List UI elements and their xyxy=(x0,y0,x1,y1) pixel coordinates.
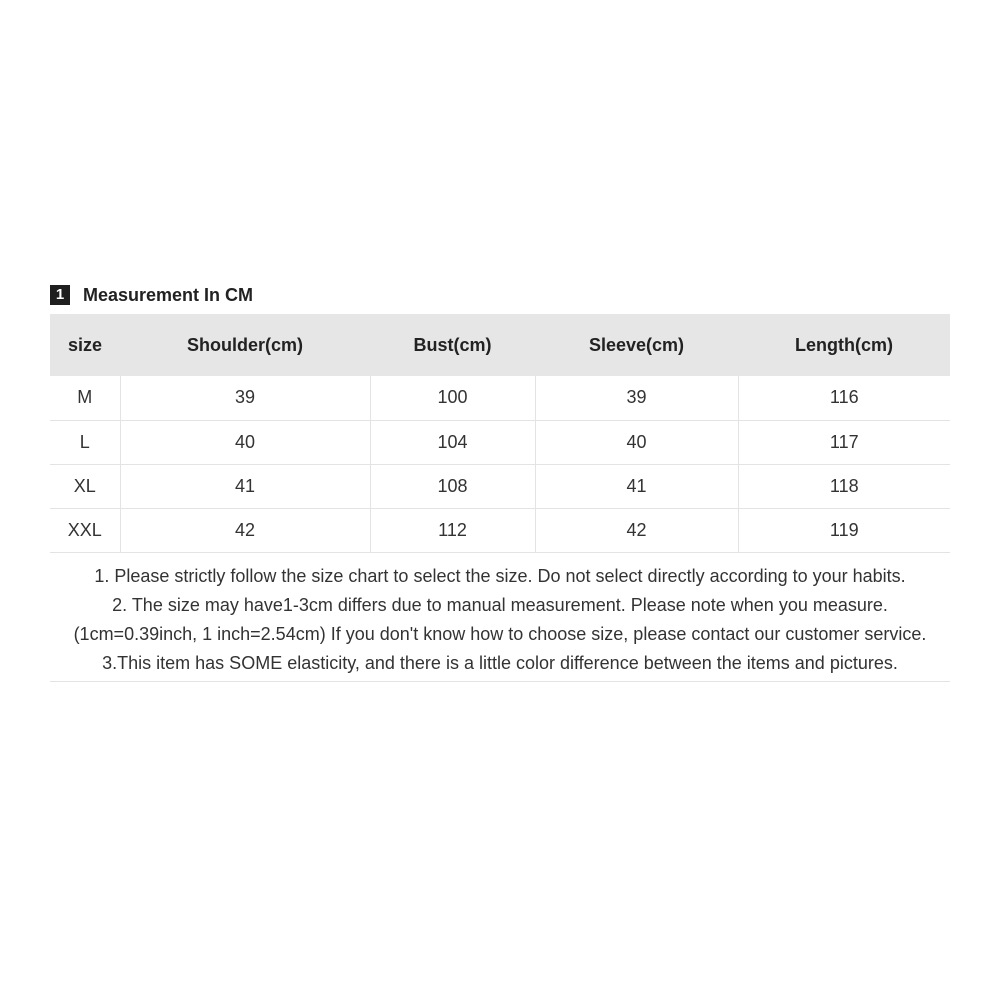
header-bust: Bust(cm) xyxy=(413,334,492,355)
cell-length: 119 xyxy=(738,508,950,552)
cell-shoulder: 41 xyxy=(120,464,370,508)
cell-length: 117 xyxy=(738,420,950,464)
size-chart-table xyxy=(50,314,950,553)
table-row xyxy=(50,464,950,508)
header-sleeve: Sleeve(cm) xyxy=(588,334,685,355)
cell-sleeve: 41 xyxy=(535,464,738,508)
note-2: 2. The size may have1-3cm differs due to manual measurement. Please note when you measure. xyxy=(112,594,888,615)
section-title: Measurement In CM xyxy=(83,284,254,305)
cell-bust: 112 xyxy=(370,508,535,552)
size-notes xyxy=(50,553,950,682)
note-conversion: (1cm=0.39inch, 1 inch=2.54cm) If you don't know how to choose size, please contact our customer service. xyxy=(73,623,927,644)
cell-bust: 104 xyxy=(370,420,535,464)
header-size: size xyxy=(67,334,103,355)
cell-size: M xyxy=(77,387,93,408)
section-heading xyxy=(50,283,950,307)
cell-length: 116 xyxy=(738,376,950,420)
cell-bust: 100 xyxy=(370,376,535,420)
table-row xyxy=(50,508,950,552)
cell-bust: 108 xyxy=(370,464,535,508)
cell-size: XL xyxy=(73,475,96,496)
cell-sleeve: 42 xyxy=(535,508,738,552)
table-header-row xyxy=(50,314,950,376)
table-row xyxy=(50,376,950,420)
cell-size: L xyxy=(79,431,90,452)
table-row xyxy=(50,420,950,464)
note-1: 1. Please strictly follow the size chart to select the size. Do not select directly according to your habits. xyxy=(94,565,906,586)
cell-size: XXL xyxy=(67,519,102,540)
header-length: Length(cm) xyxy=(795,334,893,355)
cell-length: 118 xyxy=(738,464,950,508)
cell-shoulder: 42 xyxy=(120,508,370,552)
cell-shoulder: 40 xyxy=(120,420,370,464)
cell-shoulder: 39 xyxy=(120,376,370,420)
cell-sleeve: 40 xyxy=(535,420,738,464)
measurement-section xyxy=(50,283,950,682)
section-number-badge: 1 xyxy=(50,285,70,305)
cell-sleeve: 39 xyxy=(535,376,738,420)
header-shoulder: Shoulder(cm) xyxy=(186,334,303,355)
note-3: 3.This item has SOME elasticity, and there is a little color difference between the items and pictures. xyxy=(102,652,898,673)
